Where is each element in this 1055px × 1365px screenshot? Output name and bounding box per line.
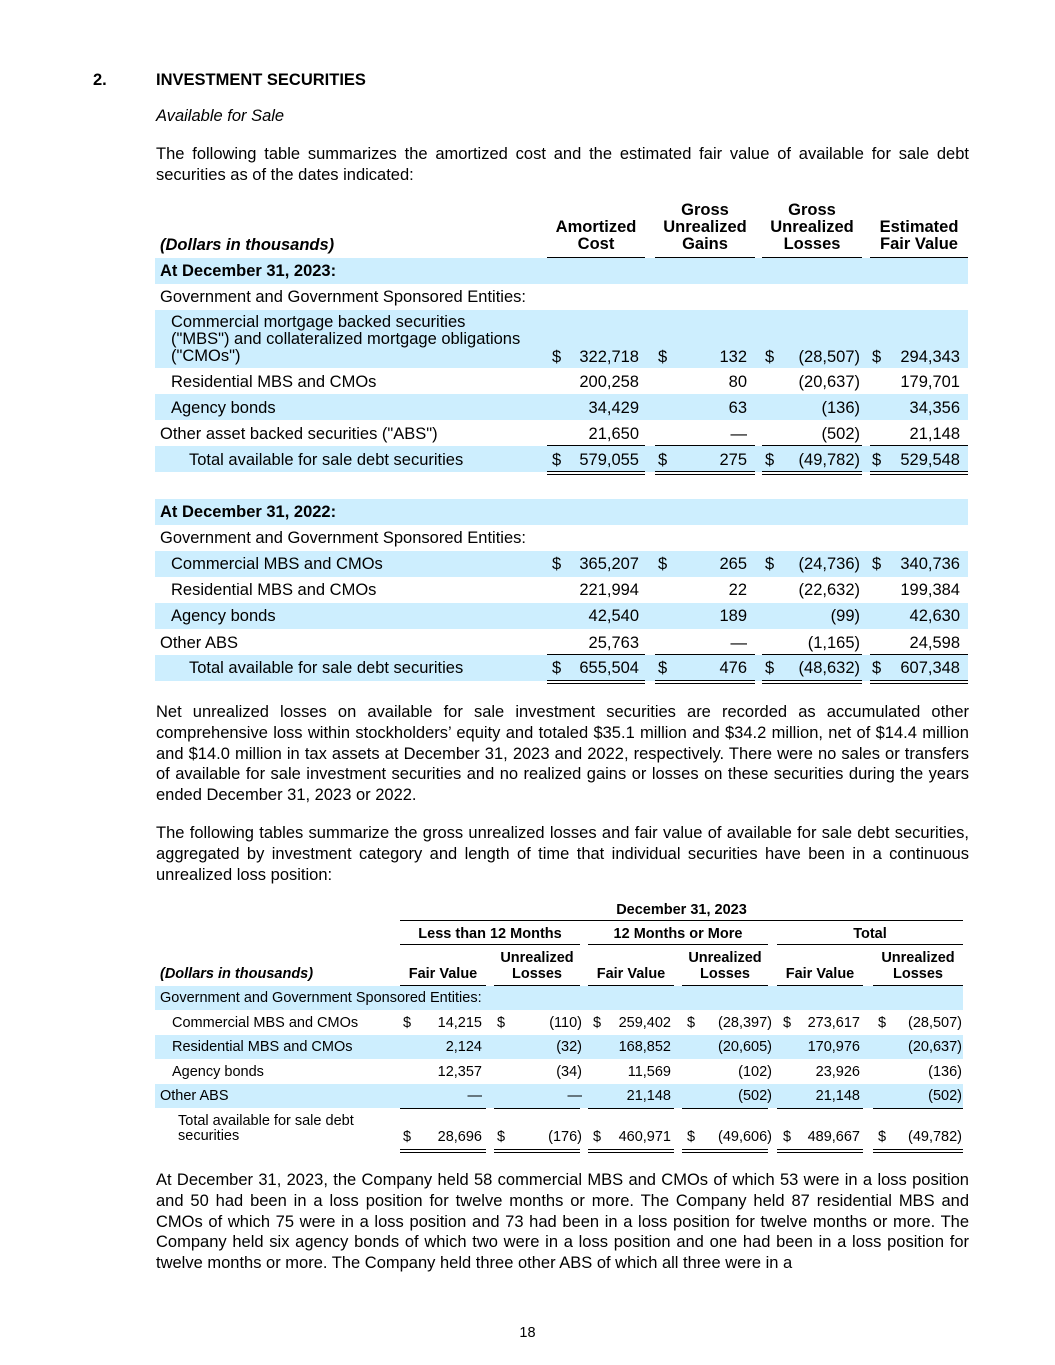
page-number: 18: [519, 1325, 536, 1341]
net-unrealized-paragraph: Net unrealized losses on available for sale investment securities are recorded as accumulated other comprehensive loss within stockholders’ equity and totaled $35.1 million and $34.2 million, net of $14.4 million and $14.0 million in tax assets at December 31, 2023 and 2022, respectively. There were no sales or transfers of available for sale investment securities and no realized gains or losses on these securities during the years ended December 31, 2023 or 2022.: [156, 703, 969, 805]
header-unrealized-losses: Unrealized Losses: [500, 950, 574, 982]
header-amortized-cost: Amortized Cost: [555, 218, 637, 253]
table-row: Residential MBS and CMOs 221,994 22 (22,632) 199,384: [171, 581, 960, 599]
table-row: Residential MBS and CMOs 200,258 80 (20,637) 179,701: [171, 373, 960, 391]
units-label: (Dollars in thousands): [160, 236, 335, 254]
table-row: Other ABS — — 21,148 (502) 21,148 (502): [155, 1084, 963, 1108]
header-fair-value: Fair Value: [785, 966, 855, 982]
section-title: INVESTMENT SECURITIES: [156, 71, 366, 89]
table-row: Agency bonds 12,357 (34) 11,569 (102) 23,926 (136): [172, 1064, 962, 1080]
section-number: 2.: [93, 71, 107, 89]
table-row: Agency bonds 34,429 63 (136) 34,356: [155, 394, 968, 420]
year-heading-row: At December 31, 2023:: [155, 258, 968, 284]
table-row: Commercial MBS and CMOs $ 365,207 $ 265 $ (24,736) $ 340,736: [155, 551, 968, 577]
header-fair-value: Fair Value: [408, 966, 478, 982]
header-gross-unrealized-losses: Gross Unrealized Losses: [770, 201, 854, 253]
year-heading-row: At December 31, 2022:: [155, 499, 968, 525]
group-total: Total: [853, 926, 887, 942]
header-estimated-fair-value: Estimated Fair Value: [879, 218, 959, 253]
table-row: Commercial mortgage backed securities ("MBS") and collateralized mortgage obligations ("CMOs") $ 322,718 $ 132 $ (28,507) $ 294,343: [155, 310, 968, 368]
group-row: Government and Government Sponsored Entities:: [155, 986, 963, 1010]
group-row: Government and Government Sponsored Entities:: [160, 529, 526, 547]
header-fair-value: Fair Value: [596, 966, 666, 982]
table-row: Other ABS 25,763 — (1,165) 24,598: [160, 634, 960, 652]
group-less-than-12: Less than 12 Months: [418, 926, 562, 942]
header-gross-unrealized-gains: Gross Unrealized Gains: [663, 201, 747, 253]
header-unrealized-losses: Unrealized Losses: [881, 950, 955, 982]
units-label: (Dollars in thousands): [160, 966, 314, 982]
header-unrealized-losses: Unrealized Losses: [688, 950, 762, 982]
group-12-or-more: 12 Months or More: [613, 926, 743, 942]
table-row: Commercial MBS and CMOs $ 14,215 $ (110) $ 259,402 $ (28,397) $ 273,617 $ (28,507): [172, 1015, 962, 1031]
total-row: Total available for sale debt securities $ 655,504 $ 476 $ (48,632) $ 607,348: [155, 655, 968, 681]
table-row: Residential MBS and CMOs 2,124 (32) 168,852 (20,605) 170,976 (20,637): [155, 1035, 963, 1059]
total-row: Total available for sale debt securities $ 579,055 $ 275 $ (49,782) $ 529,548: [155, 446, 968, 472]
subsection-title: Available for Sale: [156, 107, 285, 125]
total-row: Total available for sale debt securities $ 28,696 $ (176) $ 460,971 $ (49,606) $ 489,667 $ (49,782): [178, 1113, 962, 1145]
loss-tables-intro-paragraph: The following tables summarize the gross unrealized losses and fair value of available for sale debt securities, aggregated by investment category and length of time that individual securities have been in a continuous unrealized loss position:: [156, 824, 969, 884]
intro-paragraph: The following table summarizes the amortized cost and the estimated fair value of available for sale debt securities as of the dates indicated:: [156, 145, 969, 184]
holdings-paragraph: At December 31, 2023, the Company held 58 commercial MBS and CMOs of which 53 were in a loss position and 50 had been in a loss position for twelve months or more. The Company held 87 residential MBS and CMOs of which 75 were in a loss position and 73 had been in a loss position for twelve months or more. The Company held six agency bonds of which two were in a loss position and one had been in a loss position for twelve months or more. The Company held three other ABS of which all three were in a: [156, 1171, 969, 1273]
table-row: Agency bonds 42,540 189 (99) 42,630: [155, 603, 968, 629]
date-heading: December 31, 2023: [616, 902, 747, 918]
table-row: Other asset backed securities ("ABS") 21,650 — (502) 21,148: [160, 425, 960, 443]
group-row: Government and Government Sponsored Entities:: [160, 288, 526, 306]
